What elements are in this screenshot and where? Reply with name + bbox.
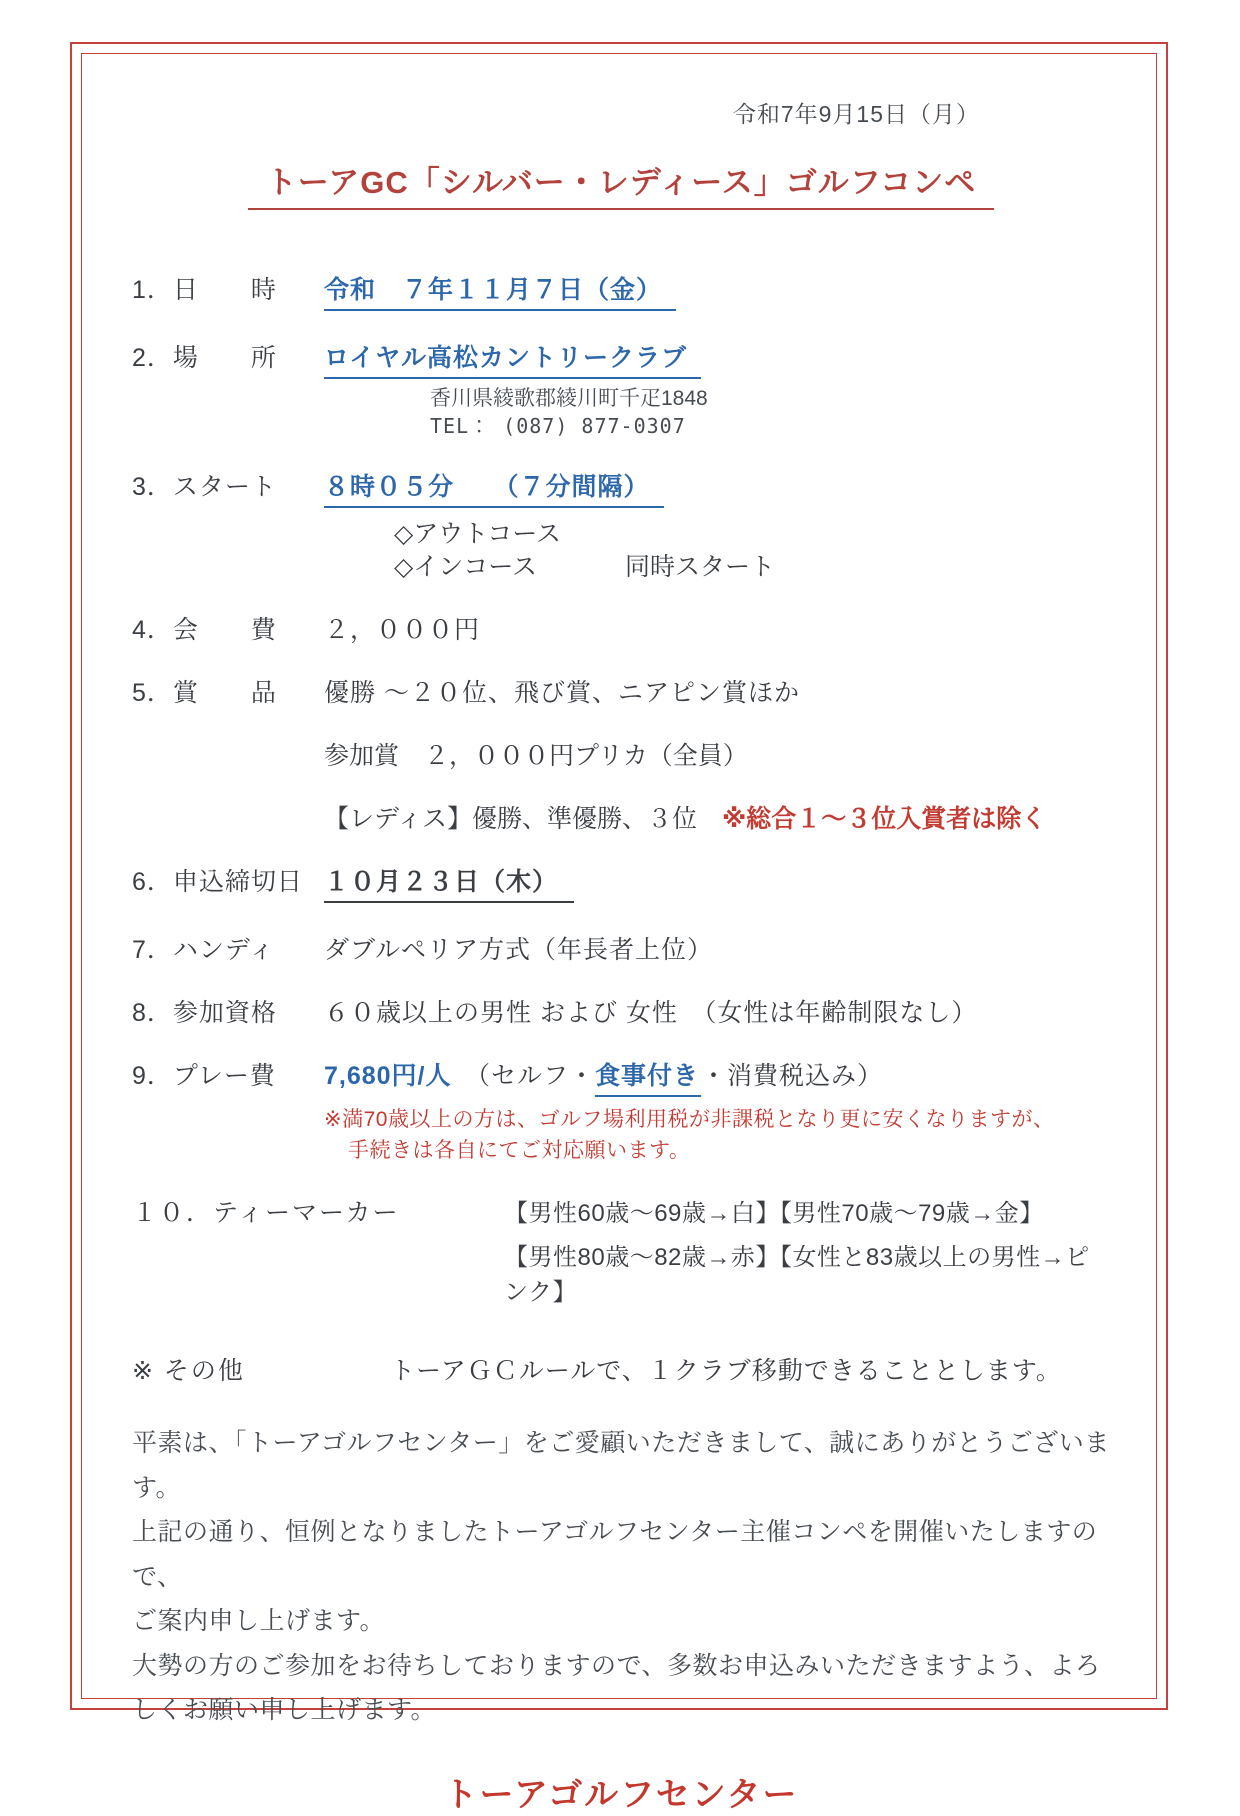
playfee-meal: 食事付き: [595, 1056, 701, 1097]
item-playfee: [132, 1056, 1110, 1097]
item-deadline-value: １０月２３日（木）: [324, 862, 574, 903]
other-rule: [132, 1351, 1110, 1387]
item-start-value: ８時０５分 （７分間隔）: [324, 467, 664, 508]
other-rule-value: トーアＧＣルールで、１クラブ移動できることとします。: [390, 1357, 1062, 1386]
item-date: [132, 270, 1110, 311]
closing-line-5: しくお願い申し上げます。: [132, 1696, 437, 1725]
prize-participation-text: 参加賞 ２，０００円プリカ（全員）: [324, 742, 748, 771]
venue-address-block: [430, 385, 1110, 440]
item-place-label: 2．場 所: [132, 344, 277, 372]
organizer-signature: トーアゴルフセンター: [443, 1775, 799, 1814]
item-teemarker-label: １０．ティーマーカー: [132, 1199, 400, 1228]
course-in-line: [394, 551, 1110, 584]
item-place: [132, 338, 1110, 379]
item-prize-label: 5．賞 品: [132, 679, 277, 708]
closing-line-4: 大勢の方のご参加をお待ちしておりますので、多数お申込みいただきますよう、よろ: [132, 1651, 1101, 1680]
document-title-text: トーアGC「シルバー・レディース」ゴルフコンペ: [248, 157, 994, 210]
item-prize: [132, 673, 1110, 709]
item-prize-value: 優勝 ～２０位、飛び賞、ニアピン賞ほか: [324, 679, 800, 708]
prize-participation: [324, 736, 1110, 772]
teemarker-row2: [132, 1237, 1110, 1307]
playfee-post: ・消費税込み）: [701, 1062, 884, 1091]
prize-ladies: [324, 799, 1110, 835]
playfee-price: 7,680円/人: [324, 1062, 452, 1091]
teemarker-line2: 【男性80歳～82歳→赤】【女性と83歳以上の男性→ピンク】: [504, 1244, 1090, 1307]
item-playfee-label: 9．プレー費: [132, 1062, 276, 1091]
item-eligibility-value: ６０歳以上の男性 および 女性 （女性は年齢制限なし）: [324, 999, 978, 1028]
item-handicap: [132, 930, 1110, 966]
item-deadline-label: 6．申込締切日: [132, 868, 303, 897]
course-out: ◇アウトコース: [394, 520, 561, 549]
item-fee: [132, 610, 1110, 646]
document-content: [82, 54, 1156, 1814]
item-teemarker: [132, 1193, 1110, 1229]
issue-date: 令和7年9月15日（月）: [732, 101, 980, 127]
closing-paragraph: [132, 1421, 1110, 1733]
other-rule-label: ※ その他: [132, 1357, 245, 1386]
outer-red-border: [70, 42, 1168, 1814]
item-eligibility: [132, 993, 1110, 1029]
item-eligibility-label: 8．参加資格: [132, 999, 277, 1028]
tax-note-line1: ※満70歳以上の方は、ゴルフ場利用税が非課税となり更に安くなりますが、: [324, 1108, 1055, 1132]
item-start: [132, 467, 1110, 508]
tax-note-line2: 手続きは各自にてご対応願います。: [348, 1138, 691, 1162]
prize-ladies-note: ※総合１～３位入賞者は除く: [721, 805, 1047, 834]
playfee-pre: （セルフ・: [451, 1062, 596, 1091]
closing-line-1: 平素は、「トーアゴルフセンター」をご愛顧いただきまして、誠にありがとうございます。: [132, 1429, 1110, 1502]
tax-note: [324, 1105, 1110, 1166]
closing-line-2: 上記の通り、恒例となりましたトーアゴルフセンター主催コンペを開催いたしますので、: [132, 1518, 1098, 1591]
item-date-label: 1．日 時: [132, 276, 277, 304]
item-start-label: 3．スタート: [132, 473, 277, 502]
item-fee-label: 4．会 費: [132, 616, 277, 645]
item-handicap-value: ダブルペリア方式（年長者上位）: [324, 936, 714, 965]
teemarker-line1: 【男性60歳～69歳→白】【男性70歳～79歳→金】: [504, 1200, 1044, 1228]
item-place-value: ロイヤル高松カントリークラブ: [324, 338, 701, 379]
item-date-value: 令和 ７年１１月７日（金）: [324, 270, 676, 311]
closing-line-3: ご案内申し上げます。: [132, 1607, 386, 1636]
item-deadline: [132, 862, 1110, 903]
venue-tel: TEL： (087) 877-0307: [430, 414, 686, 439]
venue-address: 香川県綾歌郡綾川町千疋1848: [430, 387, 708, 410]
document-title: [132, 157, 1110, 210]
course-in: ◇インコース: [394, 552, 537, 581]
course-list: [394, 518, 1110, 583]
prize-ladies-text: 【レディス】優勝、準優勝、３位: [324, 805, 698, 834]
item-fee-value: ２，０００円: [324, 616, 481, 645]
item-handicap-label: 7．ハンディ: [132, 936, 275, 965]
simultaneous-start: 同時スタート: [624, 552, 775, 581]
item-playfee-value: [324, 1056, 883, 1097]
